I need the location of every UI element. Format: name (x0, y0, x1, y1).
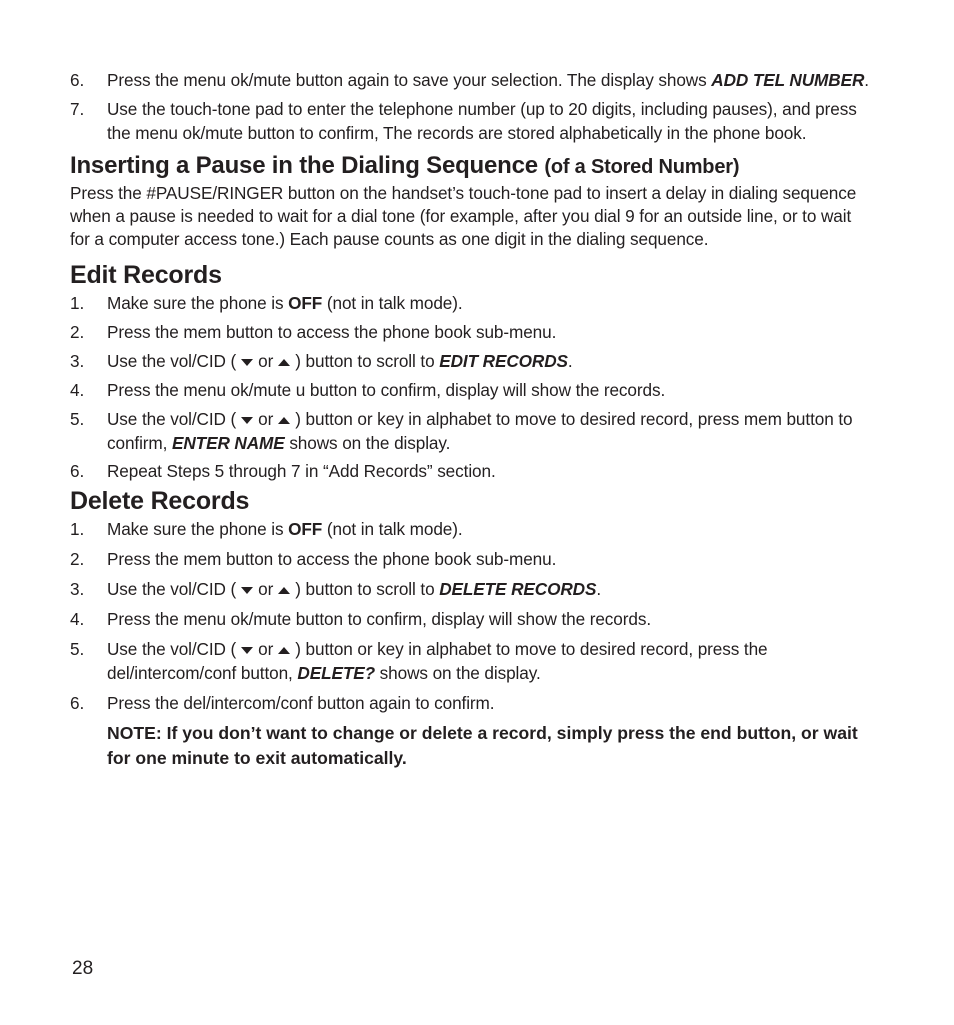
list-item: 5. Use the vol/CID ( or ) button or key in alphabet to move to desired record, press the del/intercom/conf button, DELETE? shows on the display. (70, 639, 768, 683)
arrow-down-icon (241, 587, 253, 594)
list-item: 6. Press the del/intercom/conf button again to confirm. (70, 693, 495, 713)
list-item: 6. Press the menu ok/mute button again to save your selection. The display shows ADD TEL NUMBER. (70, 70, 869, 90)
list-item: 2. Press the mem button to access the phone book sub-menu. (70, 322, 557, 342)
section-heading-delete: Delete Records (70, 487, 250, 515)
page-number: 28 (72, 958, 94, 979)
list-item: 4. Press the menu ok/mute button to confirm, display will show the records. (70, 609, 652, 629)
section-body-pause: Press the #PAUSE/RINGER button on the handset’s touch-tone pad to insert a delay in dialing sequence when a pause is needed to wait for a dial tone (for example, after you dial 9 for an outside line, or to wait for a computer access tone.) Each pause counts as one digit in the dialing sequence. (70, 183, 857, 249)
arrow-down-icon (241, 647, 253, 654)
list-item: 1. Make sure the phone is OFF (not in talk mode). (70, 293, 463, 313)
list-item: 5. Use the vol/CID ( or ) button or key in alphabet to move to desired record, press mem button to confirm, ENTER NAME shows on the display. (70, 409, 853, 453)
arrow-up-icon (278, 359, 290, 366)
delete-steps (70, 517, 875, 771)
list-item: 1. Make sure the phone is OFF (not in talk mode). (70, 519, 463, 539)
section-heading-pause: Inserting a Pause in the Dialing Sequence (of a Stored Number) (70, 152, 740, 179)
section-heading-edit: Edit Records (70, 261, 222, 289)
arrow-down-icon (241, 417, 253, 424)
edit-steps (70, 291, 875, 483)
arrow-down-icon (241, 359, 253, 366)
list-item: 6. Repeat Steps 5 through 7 in “Add Records” section. (70, 461, 496, 481)
list-item: 7. Use the touch-tone pad to enter the telephone number (up to 20 digits, including pauses), and press the menu ok/mute button to confirm, The records are stored alphabetically in the phone book. (70, 99, 857, 143)
manual-page (70, 68, 875, 771)
arrow-up-icon (278, 647, 290, 654)
list-item: 4. Press the menu ok/mute u button to confirm, display will show the records. (70, 380, 666, 400)
list-item: 2. Press the mem button to access the phone book sub-menu. (70, 549, 557, 569)
list-item: 3. Use the vol/CID ( or ) button to scroll to EDIT RECORDS. (70, 351, 573, 371)
top-steps (70, 68, 875, 145)
display-text: ADD TEL NUMBER (711, 70, 865, 90)
note-text: NOTE: If you don’t want to change or delete a record, simply press the end button, or wait for one minute to exit automatically. (107, 723, 858, 768)
arrow-up-icon (278, 417, 290, 424)
list-item: 3. Use the vol/CID ( or ) button to scroll to DELETE RECORDS. (70, 579, 602, 599)
arrow-up-icon (278, 587, 290, 594)
